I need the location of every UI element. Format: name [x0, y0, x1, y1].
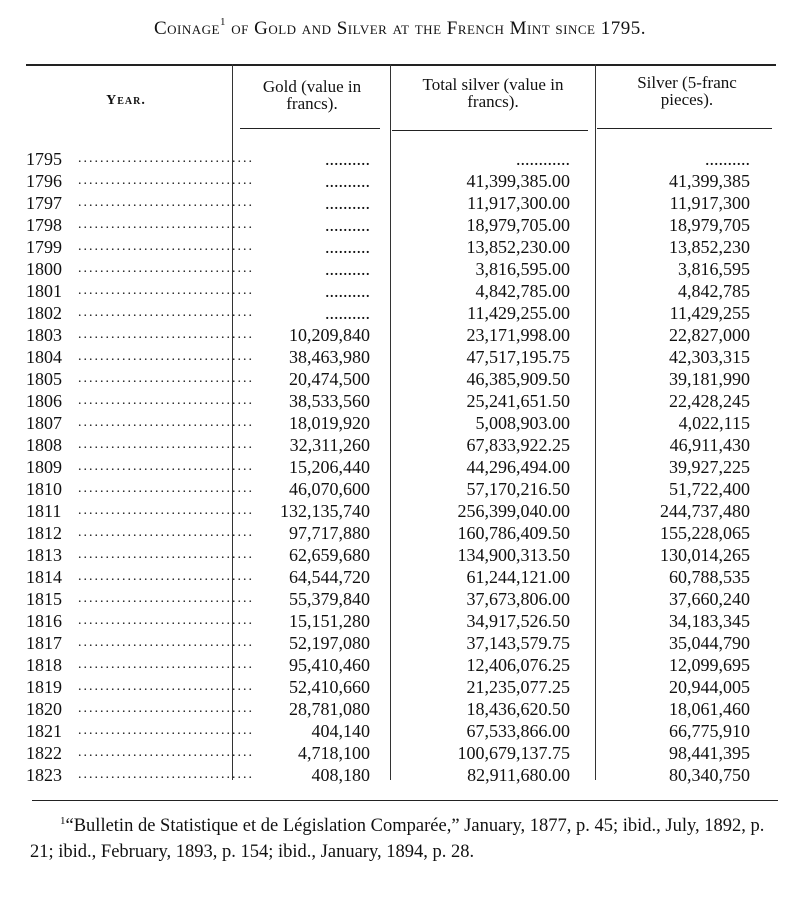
- year-cell: 1797: [26, 193, 62, 213]
- total-silver-cell: 23,171,998.00: [466, 325, 570, 345]
- gold-cell: 38,463,980: [289, 347, 370, 367]
- year-cell: 1801: [26, 281, 62, 301]
- leader-dots: ................................: [78, 459, 254, 474]
- silver-5franc-cell: 13,852,230: [669, 237, 750, 257]
- leader-dots: ................................: [78, 635, 254, 650]
- leader-dots: ................................: [78, 415, 254, 430]
- table-row: [0, 544, 800, 566]
- gold-cell: 15,206,440: [289, 457, 370, 477]
- total-silver-cell: 3,816,595.00: [475, 259, 570, 279]
- gold-cell: ..........: [325, 215, 370, 235]
- gold-cell: 18,019,920: [289, 413, 370, 433]
- total-silver-cell: 67,533,866.00: [466, 721, 570, 741]
- gold-cell: ..........: [325, 193, 370, 213]
- silver-5franc-cell: 41,399,385: [669, 171, 750, 191]
- gold-cell: 10,209,840: [289, 325, 370, 345]
- table-row: [0, 698, 800, 720]
- year-cell: 1813: [26, 545, 62, 565]
- table-row: [0, 522, 800, 544]
- total-silver-cell: 57,170,216.50: [466, 479, 570, 499]
- total-silver-cell: 5,008,903.00: [475, 413, 570, 433]
- gold-cell: 64,544,720: [289, 567, 370, 587]
- table-row: [0, 280, 800, 302]
- silver-5franc-cell: 22,827,000: [669, 325, 750, 345]
- gold-cell: 95,410,460: [289, 655, 370, 675]
- gold-cell: 97,717,880: [289, 523, 370, 543]
- total-silver-cell: 34,917,526.50: [466, 611, 570, 631]
- gold-cell: 52,197,080: [289, 633, 370, 653]
- gold-cell: ..........: [325, 237, 370, 257]
- leader-dots: ................................: [78, 701, 254, 716]
- silver-5franc-cell: 39,927,225: [669, 457, 750, 477]
- year-cell: 1820: [26, 699, 62, 719]
- table-row: [0, 456, 800, 478]
- gold-cell: 20,474,500: [289, 369, 370, 389]
- gold-cell: 46,070,600: [289, 479, 370, 499]
- leader-dots: ................................: [78, 481, 254, 496]
- year-cell: 1821: [26, 721, 62, 741]
- gold-cell: ..........: [325, 171, 370, 191]
- gold-cell: 28,781,080: [289, 699, 370, 719]
- table-row: [0, 654, 800, 676]
- table-row: [0, 610, 800, 632]
- total-silver-cell: 11,917,300.00: [467, 193, 570, 213]
- leader-dots: ................................: [78, 261, 254, 276]
- leader-dots: ................................: [78, 547, 254, 562]
- header-total-line2: francs).: [467, 92, 519, 111]
- year-cell: 1802: [26, 303, 62, 323]
- header-gold-line2: francs).: [286, 94, 338, 113]
- leader-dots: ................................: [78, 745, 254, 760]
- table-row: [0, 500, 800, 522]
- silver-5franc-cell: 18,061,460: [669, 699, 750, 719]
- leader-dots: ................................: [78, 371, 254, 386]
- year-cell: 1817: [26, 633, 62, 653]
- leader-dots: ................................: [78, 613, 254, 628]
- footnote-marker: 1: [60, 815, 66, 827]
- leader-dots: ................................: [78, 217, 254, 232]
- table-title: [0, 18, 800, 40]
- total-silver-cell: 100,679,137.75: [457, 743, 570, 763]
- silver-5franc-cell: 11,429,255: [669, 303, 750, 323]
- total-silver-cell: 67,833,922.25: [466, 435, 570, 455]
- total-silver-cell: 82,911,680.00: [467, 765, 570, 785]
- leader-dots: ................................: [78, 151, 254, 166]
- year-cell: 1807: [26, 413, 62, 433]
- silver-5franc-cell: 4,022,115: [678, 413, 750, 433]
- table-row: [0, 346, 800, 368]
- gold-cell: 4,718,100: [298, 743, 370, 763]
- table-row: [0, 676, 800, 698]
- year-cell: 1814: [26, 567, 62, 587]
- silver-5franc-cell: ..........: [705, 149, 750, 169]
- silver-5franc-cell: 37,660,240: [669, 589, 750, 609]
- header-silver-5franc: [597, 74, 777, 108]
- leader-dots: ................................: [78, 525, 254, 540]
- table-row: [0, 214, 800, 236]
- silver-5franc-cell: 20,944,005: [669, 677, 750, 697]
- year-cell: 1816: [26, 611, 62, 631]
- year-cell: 1815: [26, 589, 62, 609]
- silver-5franc-cell: 18,979,705: [669, 215, 750, 235]
- total-silver-cell: 47,517,195.75: [466, 347, 570, 367]
- leader-dots: ................................: [78, 305, 254, 320]
- silver-5franc-cell: 11,917,300: [669, 193, 750, 213]
- total-silver-cell: ............: [516, 149, 570, 169]
- leader-dots: ................................: [78, 569, 254, 584]
- title-main: Coinage: [153, 18, 220, 39]
- silver-5franc-cell: 51,722,400: [669, 479, 750, 499]
- table-row: [0, 390, 800, 412]
- leader-dots: ................................: [78, 679, 254, 694]
- gold-cell: ..........: [325, 303, 370, 323]
- silver-5franc-cell: 42,303,315: [669, 347, 750, 367]
- gold-cell: 52,410,660: [289, 677, 370, 697]
- gold-cell: 55,379,840: [289, 589, 370, 609]
- year-cell: 1819: [26, 677, 62, 697]
- total-silver-cell: 18,436,620.50: [466, 699, 570, 719]
- year-cell: 1808: [26, 435, 62, 455]
- leader-dots: ................................: [78, 393, 254, 408]
- year-cell: 1795: [26, 149, 62, 169]
- silver-5franc-cell: 3,816,595: [678, 259, 750, 279]
- silver-5franc-cell: 130,014,265: [660, 545, 750, 565]
- table-row: [0, 478, 800, 500]
- table-row: [0, 588, 800, 610]
- table-row: [0, 412, 800, 434]
- total-silver-cell: 41,399,385.00: [466, 171, 570, 191]
- silver-5franc-cell: 66,775,910: [669, 721, 750, 741]
- header-silver-line2: pieces).: [660, 90, 714, 109]
- table-row: [0, 632, 800, 654]
- silver-5franc-cell: 244,737,480: [660, 501, 750, 521]
- header-underline-gold: [240, 128, 380, 129]
- leader-dots: ................................: [78, 349, 254, 364]
- table-row: [0, 148, 800, 170]
- year-cell: 1800: [26, 259, 62, 279]
- total-silver-cell: 21,235,077.25: [466, 677, 570, 697]
- year-cell: 1822: [26, 743, 62, 763]
- table-row: [0, 258, 800, 280]
- year-cell: 1796: [26, 171, 62, 191]
- silver-5franc-cell: 34,183,345: [669, 611, 750, 631]
- silver-5franc-cell: 80,340,750: [669, 765, 750, 785]
- table-row: [0, 434, 800, 456]
- header-gold: [234, 78, 390, 112]
- leader-dots: ................................: [78, 503, 254, 518]
- year-cell: 1798: [26, 215, 62, 235]
- total-silver-cell: 160,786,409.50: [457, 523, 570, 543]
- table-row: [0, 192, 800, 214]
- leader-dots: ................................: [78, 195, 254, 210]
- silver-5franc-cell: 4,842,785: [678, 281, 750, 301]
- title-rest: of Gold and Silver at the French Mint since 1795.: [231, 18, 646, 39]
- header-underline-total: [392, 130, 588, 131]
- gold-cell: ..........: [325, 281, 370, 301]
- year-cell: 1823: [26, 765, 62, 785]
- header-year: Year.: [106, 93, 146, 108]
- table-row: [0, 720, 800, 742]
- total-silver-cell: 12,406,076.25: [466, 655, 570, 675]
- total-silver-cell: 11,429,255.00: [467, 303, 570, 323]
- footnote: [30, 808, 782, 865]
- total-silver-cell: 4,842,785.00: [475, 281, 570, 301]
- table-row: [0, 324, 800, 346]
- table-row: [0, 236, 800, 258]
- header-silver-line1: Silver (5-franc: [637, 73, 737, 92]
- gold-cell: 404,140: [311, 721, 370, 741]
- leader-dots: ................................: [78, 767, 254, 782]
- gold-cell: 132,135,740: [280, 501, 370, 521]
- header-gold-line1: Gold (value in: [262, 77, 362, 96]
- year-cell: 1811: [26, 501, 62, 521]
- year-cell: 1804: [26, 347, 62, 367]
- leader-dots: ................................: [78, 657, 254, 672]
- leader-dots: ................................: [78, 327, 254, 342]
- header-total-silver: [392, 76, 594, 110]
- gold-cell: 32,311,260: [289, 435, 370, 455]
- year-cell: 1799: [26, 237, 62, 257]
- silver-5franc-cell: 12,099,695: [669, 655, 750, 675]
- gold-cell: 62,659,680: [289, 545, 370, 565]
- silver-5franc-cell: 35,044,790: [669, 633, 750, 653]
- total-silver-cell: 37,673,806.00: [466, 589, 570, 609]
- table-row: [0, 742, 800, 764]
- year-cell: 1818: [26, 655, 62, 675]
- table-row: [0, 368, 800, 390]
- total-silver-cell: 61,244,121.00: [466, 567, 570, 587]
- table-row: [0, 302, 800, 324]
- total-silver-cell: 134,900,313.50: [457, 545, 570, 565]
- year-cell: 1812: [26, 523, 62, 543]
- title-footnote-marker: 1: [219, 16, 226, 28]
- year-cell: 1810: [26, 479, 62, 499]
- gold-cell: 15,151,280: [289, 611, 370, 631]
- year-cell: 1803: [26, 325, 62, 345]
- leader-dots: ................................: [78, 591, 254, 606]
- total-silver-cell: 25,241,651.50: [466, 391, 570, 411]
- gold-cell: 408,180: [311, 765, 370, 785]
- silver-5franc-cell: 60,788,535: [669, 567, 750, 587]
- year-cell: 1806: [26, 391, 62, 411]
- table-row: [0, 566, 800, 588]
- leader-dots: ................................: [78, 437, 254, 452]
- silver-5franc-cell: 155,228,065: [660, 523, 750, 543]
- total-silver-cell: 46,385,909.50: [466, 369, 570, 389]
- total-silver-cell: 13,852,230.00: [466, 237, 570, 257]
- gold-cell: ..........: [325, 149, 370, 169]
- total-silver-cell: 44,296,494.00: [466, 457, 570, 477]
- footnote-text: “Bulletin de Statistique et de Législation Comparée,” January, 1877, p. 45; ibid., July, 1892, p. 21; ibid., February, 1893, p. 154; ibid., January, 1894, p. 28.: [30, 816, 765, 863]
- table-row: [0, 170, 800, 192]
- gold-cell: ..........: [325, 259, 370, 279]
- top-rule: [26, 64, 776, 66]
- silver-5franc-cell: 22,428,245: [669, 391, 750, 411]
- leader-dots: ................................: [78, 173, 254, 188]
- year-cell: 1805: [26, 369, 62, 389]
- gold-cell: 38,533,560: [289, 391, 370, 411]
- bottom-rule: [32, 800, 778, 801]
- silver-5franc-cell: 46,911,430: [669, 435, 750, 455]
- total-silver-cell: 37,143,579.75: [466, 633, 570, 653]
- year-cell: 1809: [26, 457, 62, 477]
- header-total-line1: Total silver (value in: [422, 75, 564, 94]
- silver-5franc-cell: 98,441,395: [669, 743, 750, 763]
- silver-5franc-cell: 39,181,990: [669, 369, 750, 389]
- total-silver-cell: 18,979,705.00: [466, 215, 570, 235]
- header-underline-silver: [597, 128, 772, 129]
- leader-dots: ................................: [78, 723, 254, 738]
- leader-dots: ................................: [78, 283, 254, 298]
- leader-dots: ................................: [78, 239, 254, 254]
- table-row: [0, 764, 800, 786]
- total-silver-cell: 256,399,040.00: [457, 501, 570, 521]
